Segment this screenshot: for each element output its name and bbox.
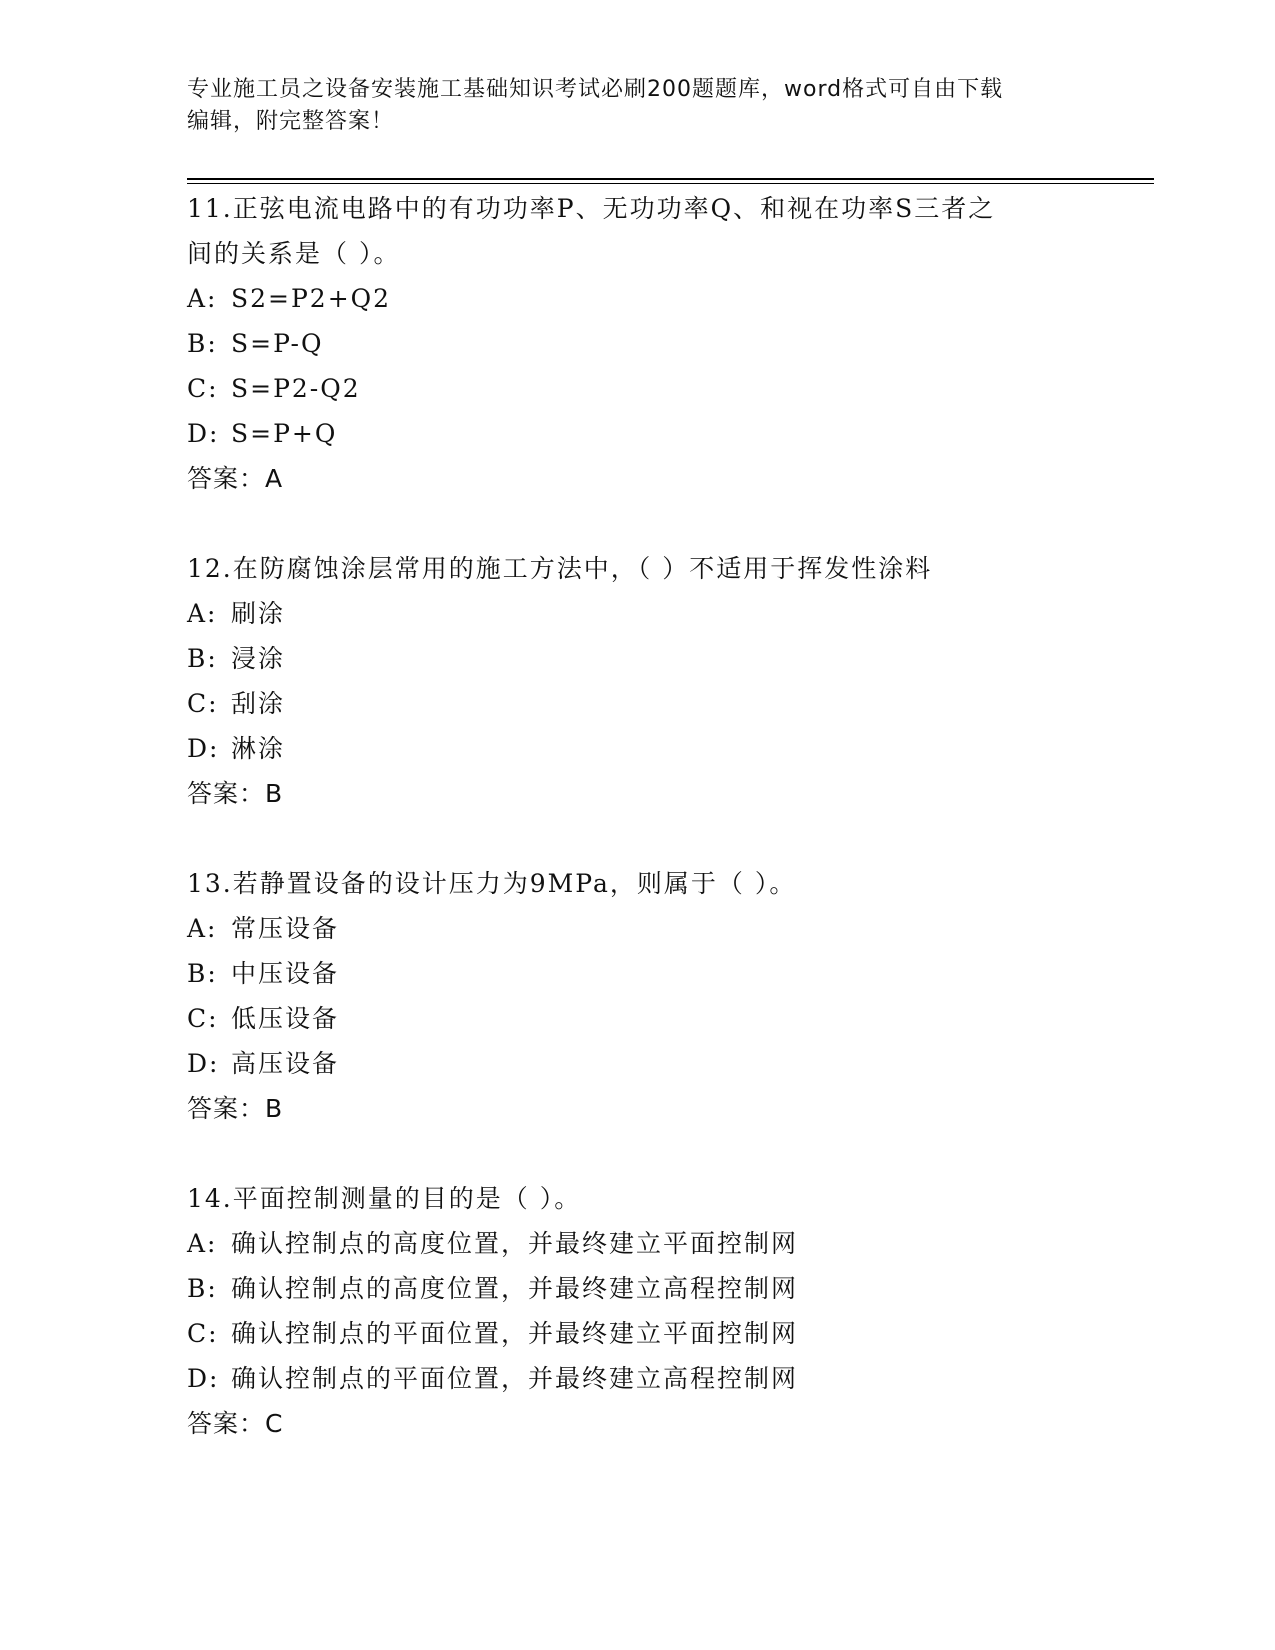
option-a [187, 906, 1067, 951]
option-a [187, 591, 1067, 636]
option-c [187, 996, 1067, 1041]
option-text: 浸涂 [231, 644, 286, 673]
option-letter: B: [187, 959, 218, 988]
option-b [187, 636, 1067, 681]
option-d [187, 726, 1067, 771]
question-12 [187, 546, 1067, 816]
option-a [187, 276, 1067, 321]
option-letter: A: [187, 1229, 218, 1258]
option-b [187, 951, 1067, 996]
option-letter: D: [187, 734, 220, 763]
option-letter: C: [187, 1004, 219, 1033]
option-d [187, 1041, 1067, 1086]
option-text: S=P+Q [231, 419, 338, 448]
option-text: S2=P2+Q2 [231, 284, 392, 313]
option-letter: C: [187, 689, 219, 718]
option-a [187, 1221, 1067, 1266]
option-text: 确认控制点的平面位置，并最终建立平面控制网 [231, 1319, 799, 1348]
option-letter: B: [187, 1274, 218, 1303]
option-letter: A: [187, 599, 218, 628]
question-11 [187, 186, 1067, 501]
question-14 [187, 1176, 1067, 1446]
document-header [187, 74, 1067, 138]
question-text-line-1: 11.正弦电流电路中的有功功率P、无功功率Q、和视在功率S三者之 [187, 194, 996, 223]
option-letter: A: [187, 284, 218, 313]
option-text: 常压设备 [231, 914, 340, 943]
option-text: 中压设备 [231, 959, 340, 988]
option-letter: D: [187, 419, 220, 448]
question-text-line-1: 13.若静置设备的设计压力为9MPa，则属于（ ）。 [187, 869, 797, 898]
option-text: 确认控制点的平面位置，并最终建立高程控制网 [231, 1364, 799, 1393]
header-line-2: 编辑，附完整答案！ [187, 109, 395, 134]
option-letter: A: [187, 914, 218, 943]
option-d [187, 1356, 1067, 1401]
option-c [187, 366, 1067, 411]
option-letter: B: [187, 644, 218, 673]
question-text-line-2: 间的关系是（ ）。 [187, 239, 401, 268]
header-line-1: 专业施工员之设备安装施工基础知识考试必刷200题题库，word格式可自由下载 [187, 77, 1004, 102]
option-text: S=P-Q [231, 329, 324, 358]
option-text: S=P2-Q2 [231, 374, 361, 403]
option-text: 确认控制点的高度位置，并最终建立高程控制网 [231, 1274, 799, 1303]
option-letter: B: [187, 329, 218, 358]
option-letter: D: [187, 1364, 220, 1393]
option-text: 确认控制点的高度位置，并最终建立平面控制网 [231, 1229, 799, 1258]
option-d [187, 411, 1067, 456]
answer-line: 答案：B [187, 779, 284, 808]
header-divider-thin [187, 183, 1154, 184]
option-c [187, 1311, 1067, 1356]
option-c [187, 681, 1067, 726]
option-letter: D: [187, 1049, 220, 1078]
option-letter: C: [187, 1319, 219, 1348]
question-text-line-1: 14.平面控制测量的目的是（ ）。 [187, 1184, 582, 1213]
option-text: 高压设备 [231, 1049, 340, 1078]
option-text: 刮涂 [231, 689, 286, 718]
answer-line: 答案：B [187, 1094, 284, 1123]
header-divider-thick [187, 178, 1154, 180]
option-b [187, 1266, 1067, 1311]
option-letter: C: [187, 374, 219, 403]
option-text: 刷涂 [231, 599, 286, 628]
answer-line: 答案：C [187, 1409, 284, 1438]
question-text-line-1: 12.在防腐蚀涂层常用的施工方法中，（ ）不适用于挥发性涂料 [187, 554, 933, 583]
option-b [187, 321, 1067, 366]
option-text: 低压设备 [231, 1004, 340, 1033]
option-text: 淋涂 [231, 734, 286, 763]
question-13 [187, 861, 1067, 1131]
answer-line: 答案：A [187, 464, 284, 493]
